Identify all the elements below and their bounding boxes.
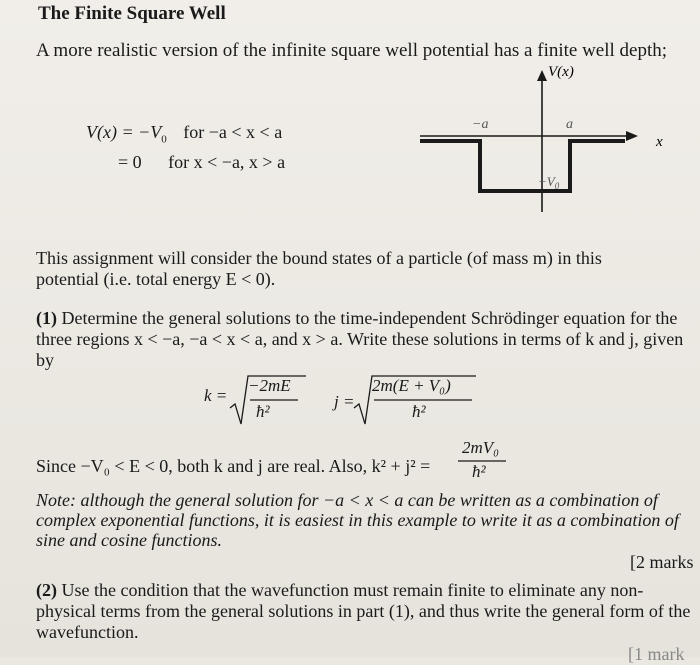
well-outline [420,141,625,191]
q2-body: Use the condition that the wavefunction must remain finite to eliminate any non-physical terms from the general solutions in part (1), and thus write the general form of the wavefunction. [36,580,691,642]
potential-line-2-cond: for x < −a, x > a [168,152,286,172]
graph-depth-label: $-V_0$ [538,174,560,191]
graph-pos-a: a [566,117,573,132]
k-formula [204,386,227,406]
graph-v-label: V(x) [548,64,574,80]
j-denominator: ħ² [412,402,426,421]
q1-marks: [2 marks [630,552,694,572]
graph-neg-a: −a [472,117,489,132]
potential-well-graph [410,64,680,214]
since-numerator: 2mV₀ [462,438,500,457]
q1-text [36,308,692,371]
q1-number: (1) [36,308,57,328]
q2-number: (2) [36,580,57,600]
q1-note: Note: although the general solution for −a < x < a can be written as a combination of complex exponential functions, it is easiest in this example to write it as a combination of sine and cosine functions. [36,490,679,550]
k-lhs: k = [204,386,228,405]
potential-line-1-sub: 0 [161,133,167,146]
k-numerator: −2mE [248,376,291,395]
j-numerator: 2m(E + V₀) [372,376,451,395]
potential-line-1-cond: for −a < x < a [183,122,283,142]
page-title: The Finite Square Well [38,3,226,24]
since-denominator: ħ² [472,462,486,481]
potential-line-2 [118,152,285,173]
assignment-text: This assignment will consider the bound states of a particle (of mass m) in this potential (i.e. total energy E < 0). [36,248,602,289]
intro-text: A more realistic version of the infinite square well potential has a finite well depth; [36,40,668,61]
graph-x-label: x [656,134,663,150]
q1-body: Determine the general solutions to the time-independent Schrödinger equation for the three regions x < −a, −a < x < a, and x > a. Write these solutions in terms of k and j, given by [36,308,684,370]
since-text: Since −V₀ < E < 0, both k and j are real. Also, k² + j² = [36,456,431,476]
potential-line-1 [86,122,282,146]
j-lhs: j = [334,392,355,411]
potential-line-2-lhs: = 0 [118,152,142,172]
q2-text [36,580,696,643]
potential-line-1-lhs: V(x) = −V [86,122,162,142]
q2-marks: [1 mark [628,644,685,664]
k-denominator: ħ² [256,402,270,421]
